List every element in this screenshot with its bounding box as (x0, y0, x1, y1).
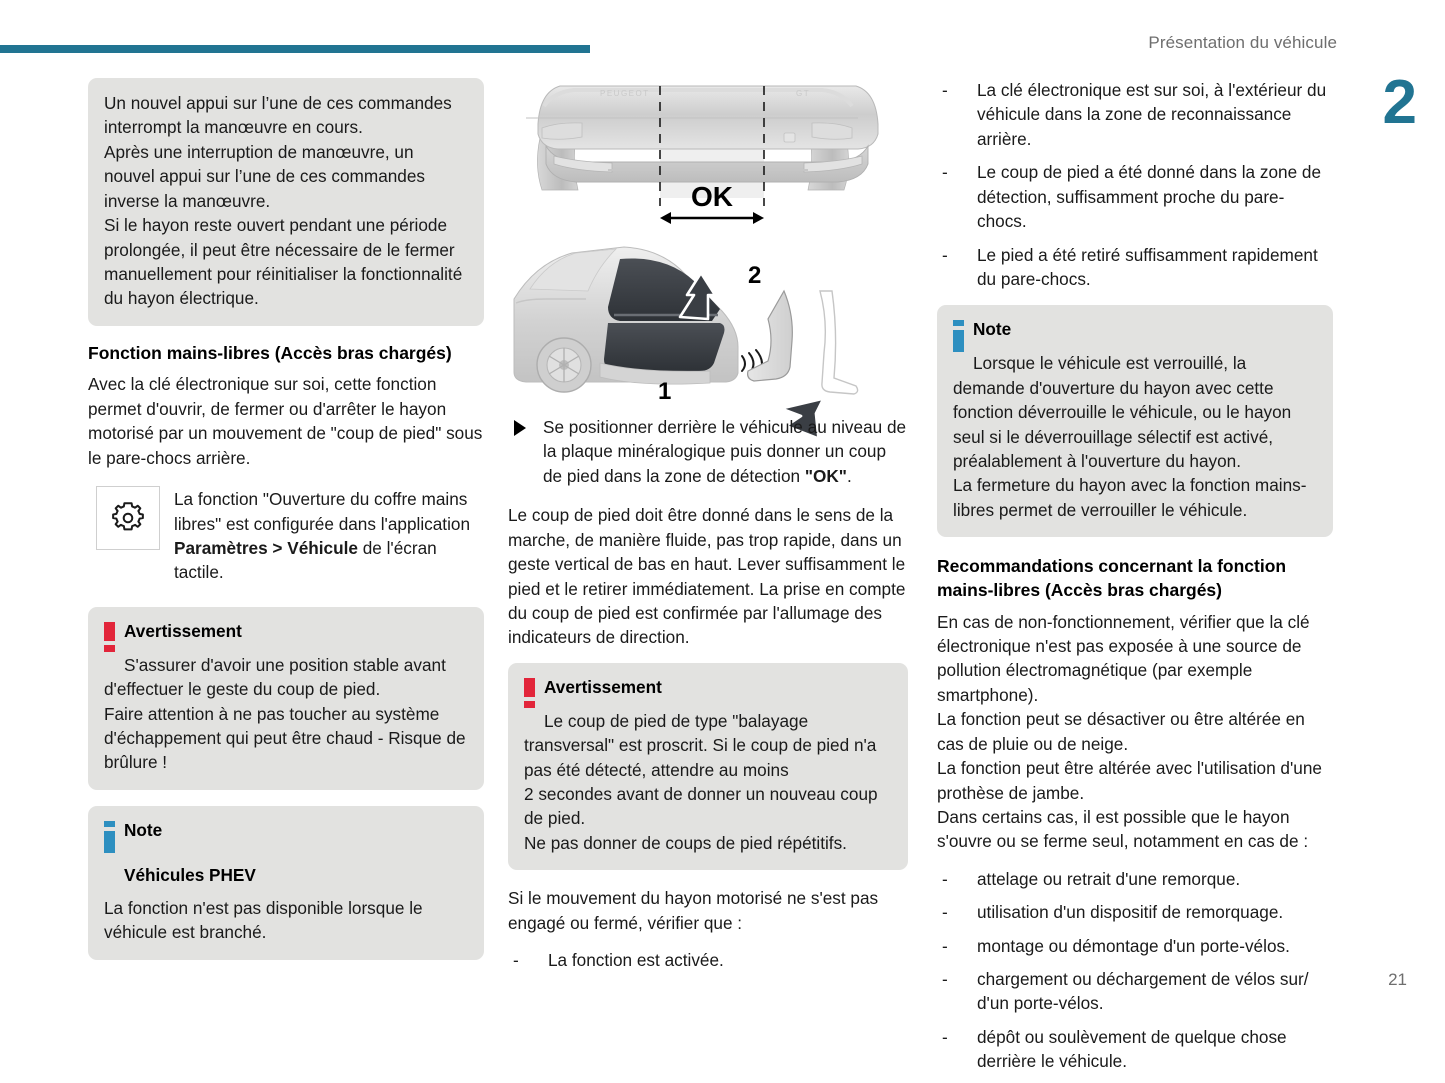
recommendations-paragraph: En cas de non-fonctionnement, vérifier que la clé électronique n'est pas exposée à une source de pollution électromagnétique (par exemple smartphone). La fonction peut se désactiver ou être altérée en cas de pluie ou de neige. La fonction peut être altérée avec l'utilisation d'une prothèse de jambe. Dans certains cas, il est possible que le hayon s'ouvre ou se ferme seul, notamment en cas de : (937, 611, 1322, 852)
kick-motion-figure (508, 239, 908, 409)
check-list-right (937, 78, 1333, 291)
check-intro-text: Si le mouvement du hayon motorisé ne s'est pas engagé ou fermé, vérifier que : (508, 888, 879, 933)
section-heading-handsfree: Fonction mains-libres (Accès bras chargés) (88, 342, 452, 363)
list-item-label: chargement ou déchargement de vélos sur/ d'un porte-vélos. (977, 969, 1309, 1014)
warning-title: Avertissement (124, 620, 242, 641)
list-item (937, 243, 1333, 292)
note-title: Note (124, 819, 163, 840)
instruction-bullet (508, 415, 908, 488)
list-item-label: dépôt ou soulèvement de quelque chose derrière le véhicule. (977, 1026, 1287, 1072)
note-icon (104, 821, 115, 851)
list-item-label: montage ou démontage d'un porte-vélos. (977, 935, 1290, 956)
note-subtitle: Véhicules PHEV (124, 864, 256, 885)
chapter-number: 2 (1382, 68, 1417, 137)
list-item-label: attelage ou retrait d'une remorque. (977, 868, 1241, 889)
warning-body-left (104, 653, 468, 775)
dash-bullet-icon: - (942, 80, 948, 100)
warning-icon (104, 622, 115, 652)
middle-column (508, 78, 908, 982)
dash-bullet-icon: - (942, 902, 948, 923)
handsfree-paragraph: Avec la clé électronique sur soi, cette fonction permet d'ouvrir, de fermer ou d'arrêter le hayon motorisé par un mouvement de "coup de pied" sous le pare-chocs arrière. (88, 374, 483, 468)
dash-bullet-icon: - (942, 162, 948, 183)
list-item (937, 934, 1333, 958)
check-list-middle (508, 948, 908, 972)
rear-bumper-detection-zone-figure (508, 78, 908, 233)
list-item-label: Le coup de pied a été donné dans la zone de détection, suffisamment proche du pare-chocs. (977, 162, 1322, 232)
note-callout-right (937, 305, 1333, 537)
step-2-label: 2 (748, 262, 762, 289)
warning-callout-header (104, 620, 468, 652)
dash-bullet-icon: - (513, 950, 519, 971)
settings-info-text (174, 486, 484, 585)
header-accent-bar (0, 45, 590, 53)
triangle-bullet-icon (514, 420, 526, 436)
list-item (937, 160, 1333, 233)
list-item (937, 1025, 1333, 1074)
dash-bullet-icon: - (942, 1026, 948, 1047)
warning-icon (524, 678, 535, 708)
warning-title-middle: Avertissement (544, 676, 662, 697)
list-item (937, 967, 1333, 1016)
section-heading-recommendations: Recommandations concernant la fonction mains-libres (Accès bras chargés) (937, 556, 1287, 600)
warning-callout-left (88, 607, 484, 790)
dash-bullet-icon: - (942, 935, 948, 956)
settings-text-before: La fonction "Ouverture du coffre mains libres" est configurée dans l'application (174, 489, 471, 534)
note-body-right (953, 351, 1317, 522)
list-item-label: La fonction est activée. (548, 950, 724, 971)
page-number: 21 (1388, 970, 1407, 989)
instruction-text-before: Se positionner derrière le véhicule au niveau de la plaque minéralogique puis donner un coup de pied dans la zone de détection (543, 417, 907, 486)
note-callout-header (104, 819, 468, 851)
gear-icon (96, 486, 160, 550)
note-callout-header-right (953, 318, 1317, 350)
list-item-label: Le pied a été retiré suffisamment rapidement du pare-chocs. (977, 244, 1318, 289)
list-item (937, 78, 1333, 151)
warning-first-line-middle: Le coup de pied de type "balayage (544, 710, 809, 731)
warning-callout-middle (508, 663, 908, 871)
warning-first-line: S'assurer d'avoir une position stable avant (124, 654, 446, 675)
settings-text-path: Paramètres > Véhicule (174, 537, 358, 558)
list-item-label: La clé électronique est sur soi, à l'extérieur du véhicule dans la zone de reconnaissance arrière. (977, 80, 1327, 149)
causes-list (937, 867, 1333, 1074)
note-rest-right: demande d'ouverture du hayon avec cette fonction déverrouille le véhicule, ou le hayon seul si le déverrouillage sélectif est activé, préalablement à l'ouverture du hayon. La fermeture du hayon avec la fonction mains-libres permet de verrouiller le véhicule. (953, 377, 1307, 520)
warning-callout-header-middle (524, 676, 892, 708)
instruction-text-after: . (846, 465, 852, 486)
list-item (937, 900, 1333, 924)
intro-callout-text: Un nouvel appui sur l’une de ces commandes interrompt la manœuvre en cours. Après une interruption de manœuvre, un nouvel appui sur l’une de ces commandes inverse la manœuvre. Si le hayon reste ouvert pendant une période prolongée, il peut être nécessaire de le fermer manuellement pour réinitialiser la fonctionnalité du hayon électrique. (104, 93, 463, 309)
dash-bullet-icon: - (942, 244, 948, 265)
warning-rest-middle: transversal" est proscrit. Si le coup de pied n'a pas été détecté, attendre au moins 2 secondes avant de donner un nouveau coup de pied. Ne pas donner de coups de pied répétitifs. (524, 735, 878, 853)
note-first-line-right: Lorsque le véhicule est verrouillé, la (973, 353, 1247, 374)
note-callout-left (88, 806, 484, 960)
page-header-title: Présentation du véhicule (1148, 33, 1337, 52)
list-item (508, 948, 908, 972)
right-column (937, 78, 1333, 1083)
note-body-left: La fonction n'est pas disponible lorsque le véhicule est branché. (104, 897, 423, 943)
list-item-label: utilisation d'un dispositif de remorquage. (977, 902, 1284, 923)
intro-callout (88, 78, 484, 326)
settings-text-after: de l'écran tactile. (174, 537, 437, 583)
kick-description-paragraph: Le coup de pied doit être donné dans le sens de la marche, de manière fluide, pas trop rapide, dans un geste vertical de bas en haut. Lever suffisamment le pied et le retirer immédiatement. La prise en compte du coup de pied est confirmée par l'allumage des indicateurs de direction. (508, 505, 906, 648)
left-column (88, 78, 484, 976)
step-1-label: 1 (658, 378, 672, 405)
dash-bullet-icon: - (942, 969, 948, 990)
instruction-text-ok: "OK" (804, 465, 847, 486)
list-item (937, 867, 1333, 891)
warning-body-middle (524, 709, 892, 856)
svg-text:PEUGEOT: PEUGEOT (600, 89, 650, 98)
ok-zone-label: OK (691, 181, 733, 212)
svg-text:GT: GT (796, 89, 811, 98)
dash-bullet-icon: - (942, 868, 948, 889)
note-title-right: Note (973, 319, 1012, 340)
settings-info-block (96, 486, 484, 585)
warning-rest: d'effectuer le geste du coup de pied. Faire attention à ne pas toucher au système d'échappement qui peut être chaud - Risque de brûlure ! (104, 679, 466, 773)
note-icon (953, 320, 964, 350)
